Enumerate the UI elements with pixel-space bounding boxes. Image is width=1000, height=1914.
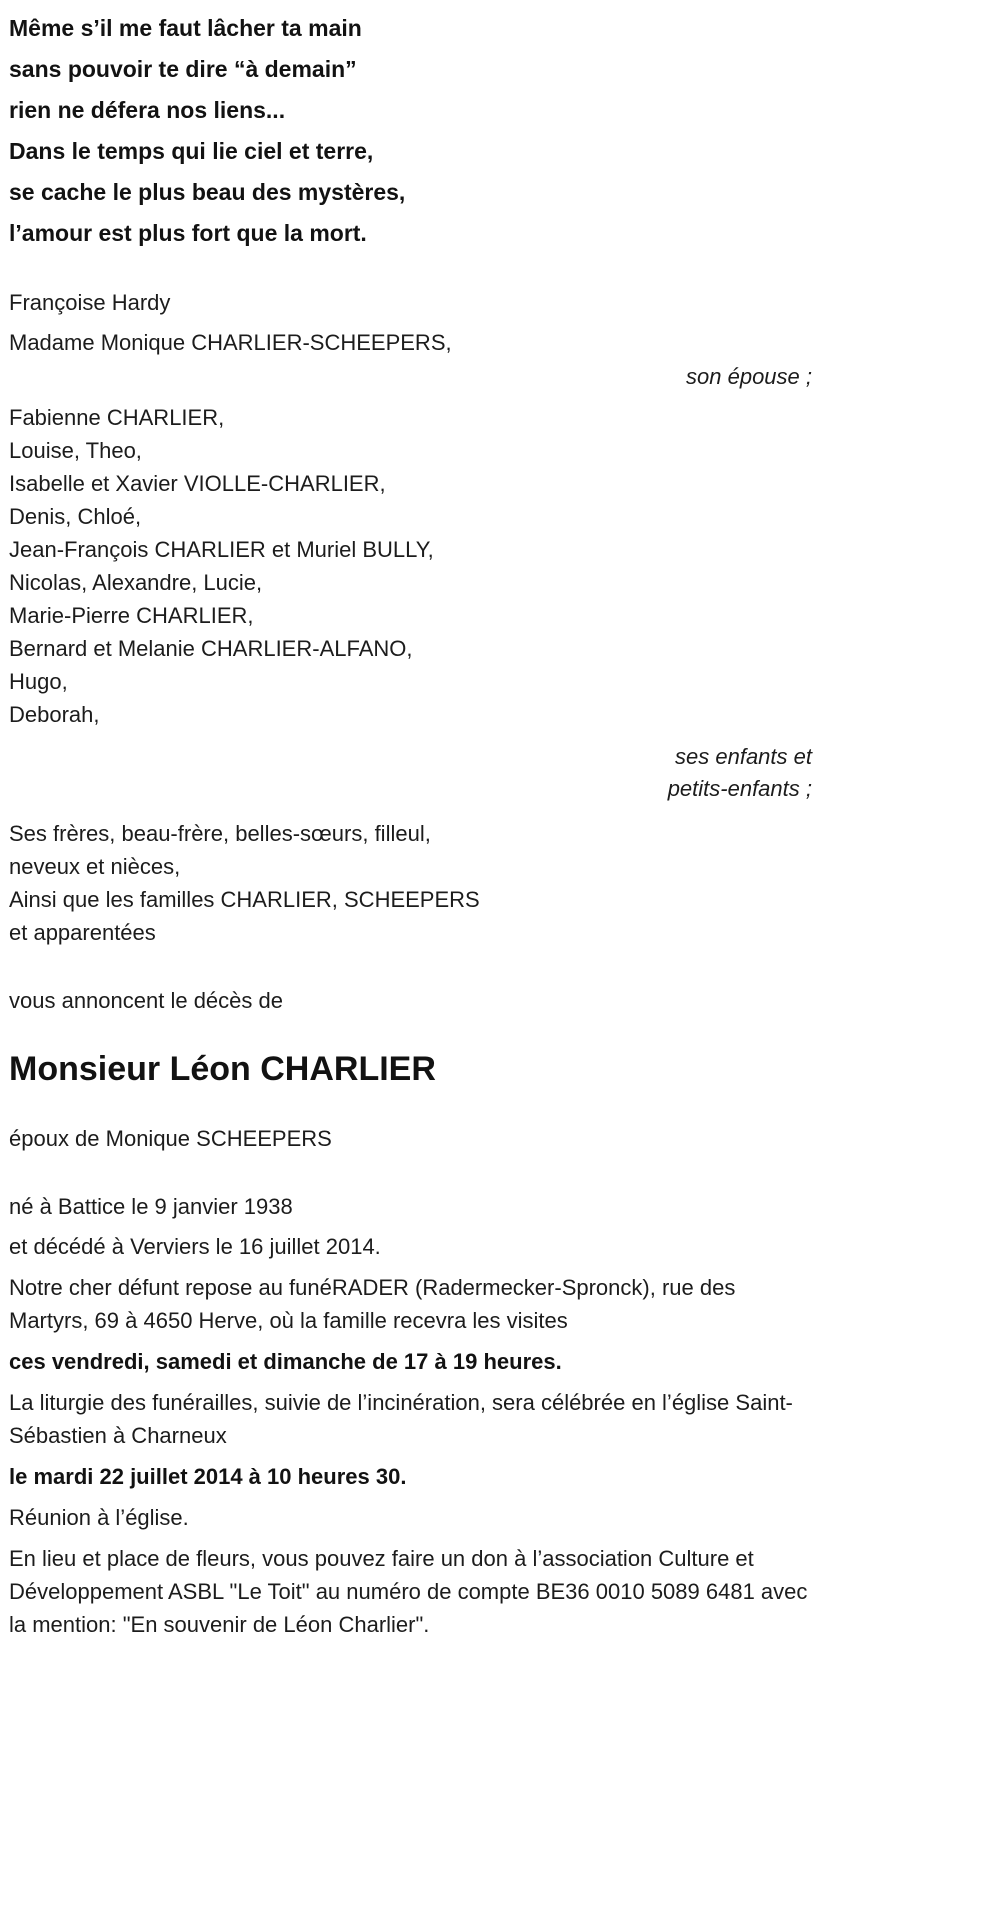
spouse-of-line: époux de Monique SCHEEPERS (9, 1126, 332, 1151)
family-relation-line: ses enfants et (675, 744, 812, 769)
relatives-line: Ainsi que les familles CHARLIER, SCHEEPERS (9, 887, 480, 912)
ceremony-date-line: le mardi 22 juillet 2014 à 10 heures 30. (9, 1464, 407, 1489)
family-name-line: Bernard et Melanie CHARLIER-ALFANO, (9, 636, 413, 661)
epigraph-poem (9, 8, 812, 254)
family-name-line: Jean-François CHARLIER et Muriel BULLY, (9, 537, 434, 562)
family-name-line: Marie-Pierre CHARLIER, (9, 603, 254, 628)
family-name-line: Hugo, (9, 669, 68, 694)
poem-line: Même s’il me faut lâcher ta main (9, 15, 362, 41)
relatives-line: Ses frères, beau-frère, belles-sœurs, filleul, (9, 821, 431, 846)
deceased-name-heading: Monsieur Léon CHARLIER (9, 1050, 436, 1088)
spouse-name-line: Madame Monique CHARLIER-SCHEEPERS, (9, 330, 452, 355)
relatives-block (9, 817, 812, 949)
family-name-line: Nicolas, Alexandre, Lucie, (9, 570, 263, 595)
family-name-line: Louise, Theo, (9, 438, 142, 463)
donation-paragraph: En lieu et place de fleurs, vous pouvez faire un don à l’association Culture et Développement ASBL "Le Toit" au numéro de compte BE36 0010 5089 6481 avec la mention: "En souvenir de Léon Charlier". (9, 1546, 808, 1637)
family-relation-line: petits-enfants ; (667, 776, 812, 801)
visits-schedule-line: ces vendredi, samedi et dimanche de 17 à 19 heures. (9, 1349, 562, 1374)
poem-author: Françoise Hardy (9, 290, 171, 315)
family-names-list (9, 401, 812, 731)
poem-line: sans pouvoir te dire “à demain” (9, 56, 357, 82)
liturgy-paragraph: La liturgie des funérailles, suivie de l’incinération, sera célébrée en l’église Saint-Sébastien à Charneux (9, 1390, 793, 1448)
family-relation-label (9, 741, 812, 805)
poem-line: Dans le temps qui lie ciel et terre, (9, 138, 374, 164)
family-name-line: Fabienne CHARLIER, (9, 405, 225, 430)
spouse-relation-label: son épouse ; (686, 364, 812, 389)
birth-line: né à Battice le 9 janvier 1938 (9, 1194, 293, 1219)
reunion-line: Réunion à l’église. (9, 1505, 189, 1530)
poem-line: rien ne défera nos liens... (9, 97, 286, 123)
family-name-line: Isabelle et Xavier VIOLLE-CHARLIER, (9, 471, 386, 496)
relatives-line: neveux et nièces, (9, 854, 181, 879)
poem-line: l’amour est plus fort que la mort. (9, 220, 367, 246)
announce-line: vous annoncent le décès de (9, 988, 283, 1013)
family-name-line: Denis, Chloé, (9, 504, 142, 529)
death-line: et décédé à Verviers le 16 juillet 2014. (9, 1234, 381, 1259)
repose-paragraph: Notre cher défunt repose au funéRADER (Radermecker-Spronck), rue des Martyrs, 69 à 4650 Herve, où la famille recevra les visites (9, 1275, 736, 1333)
relatives-line: et apparentées (9, 920, 156, 945)
poem-line: se cache le plus beau des mystères, (9, 179, 406, 205)
family-name-line: Deborah, (9, 702, 100, 727)
